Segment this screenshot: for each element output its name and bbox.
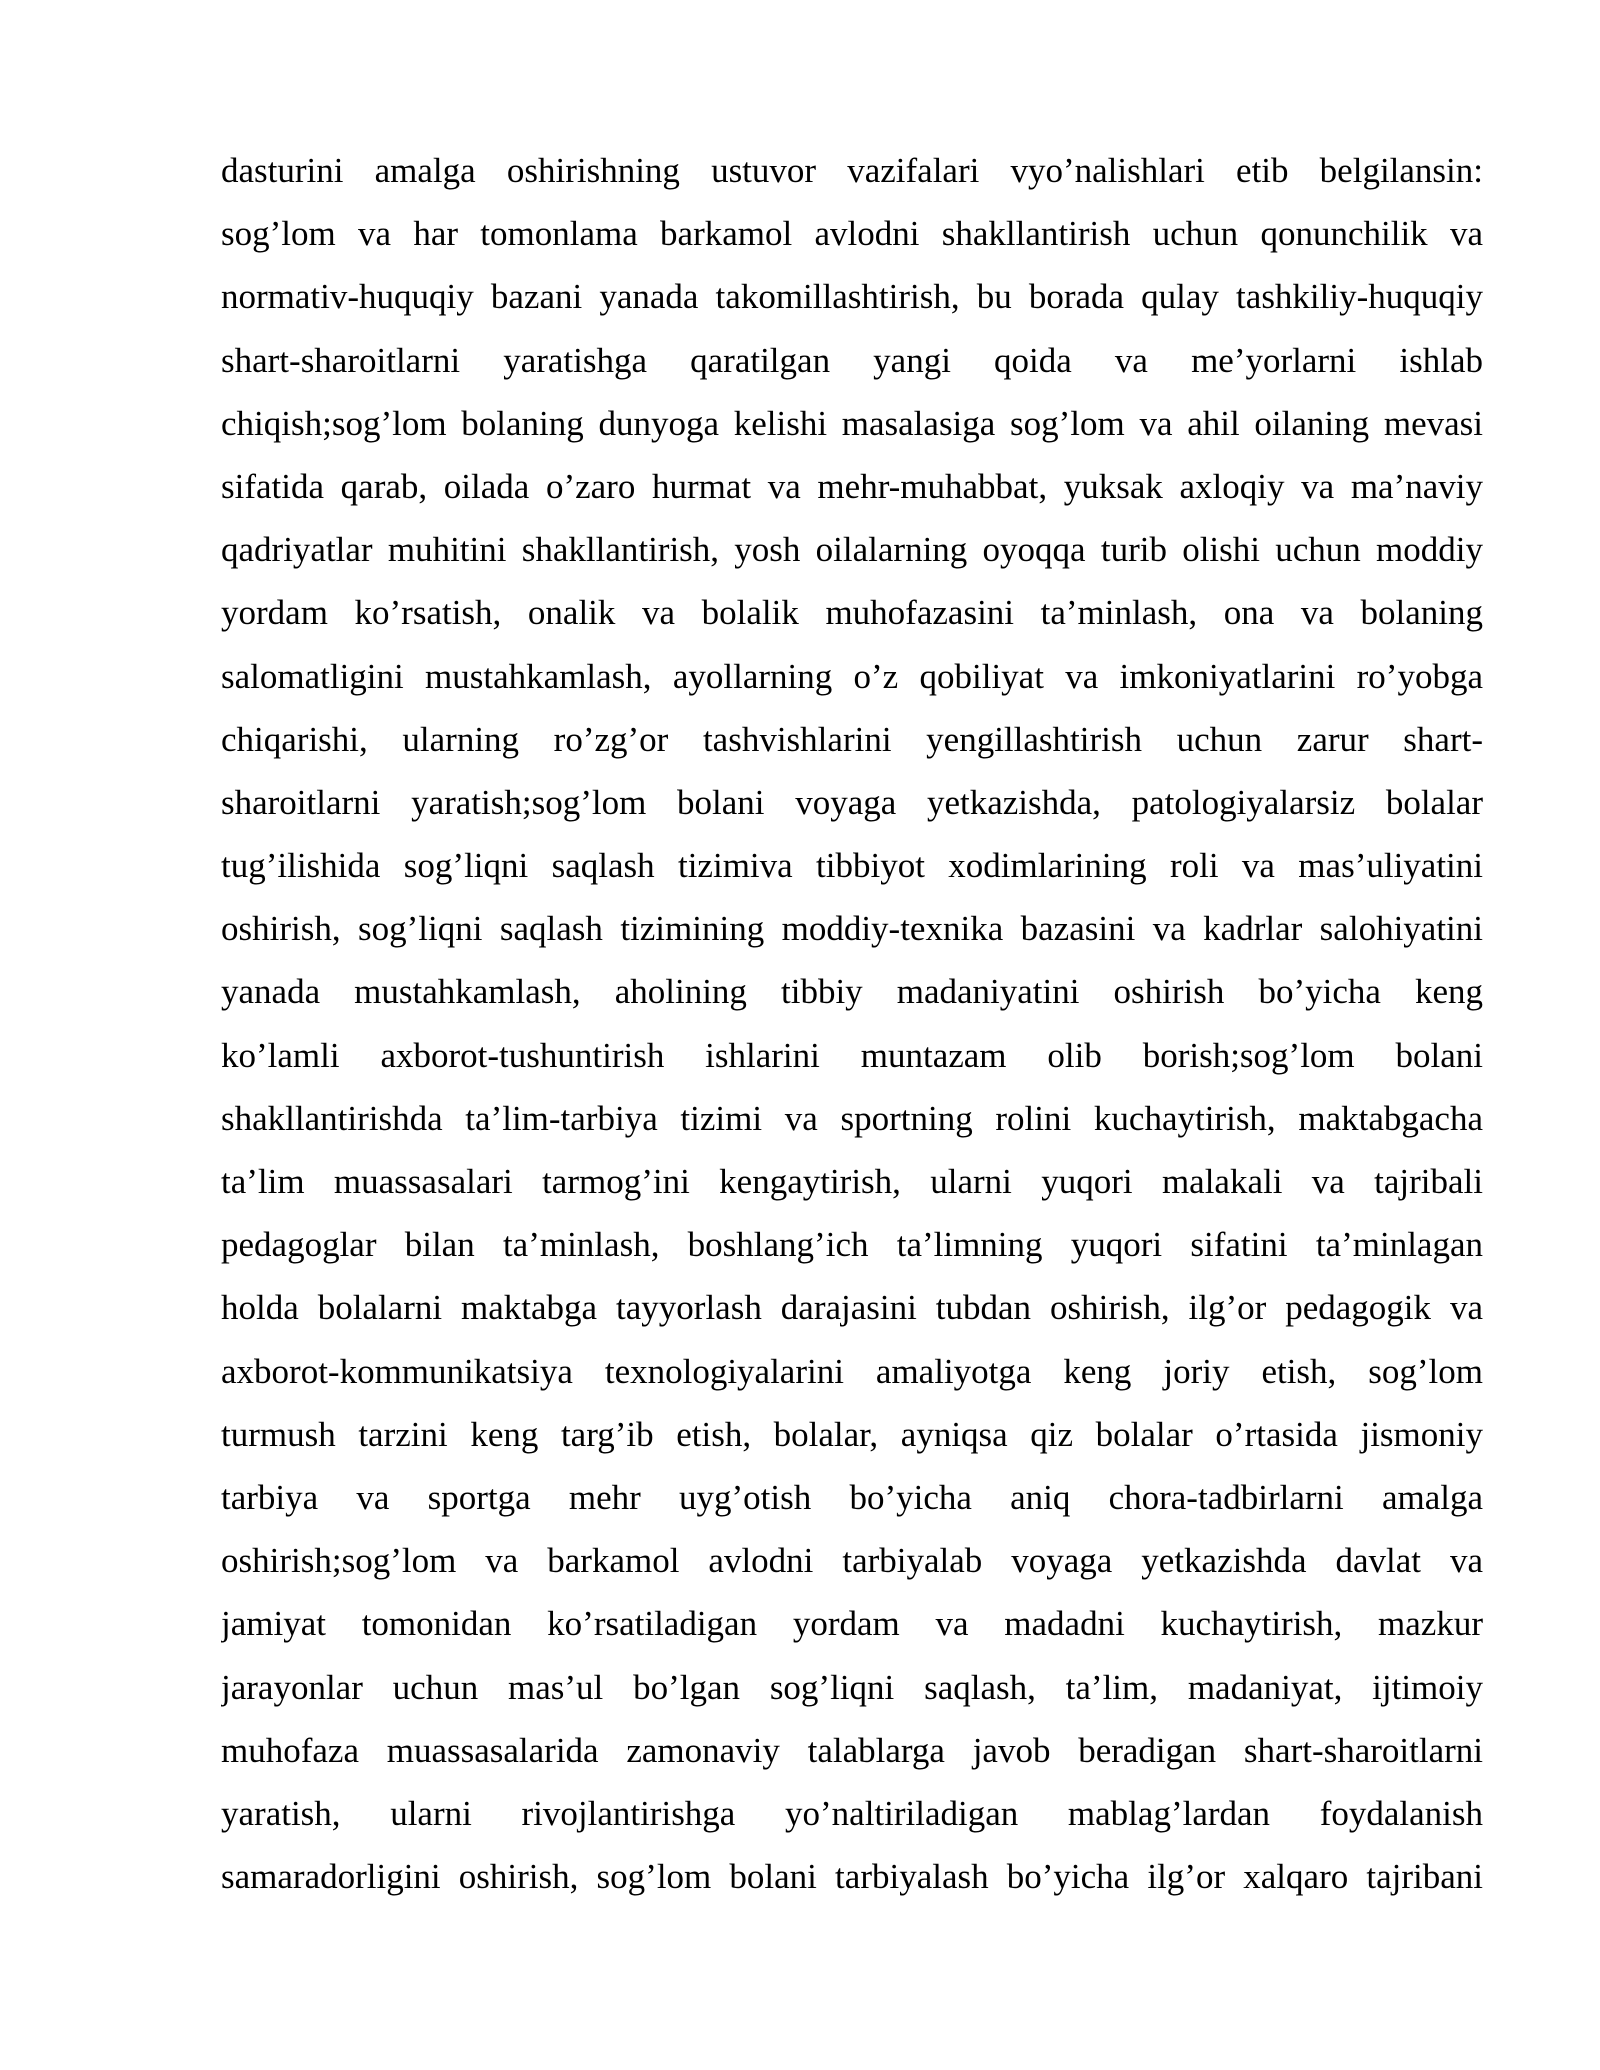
text-line: turmush tarzini keng targ’ib etish, bolalar, ayniqsa qiz bolalar o’rtasida jismoniy (221, 1414, 1483, 1454)
text-line: normativ-huquqiy bazani yanada takomillashtirish, bu borada qulay tashkiliy-huquqiy (221, 277, 1483, 317)
text-line: yanada mustahkamlash, aholining tibbiy madaniyatini oshirish bo’yicha keng (221, 972, 1483, 1012)
text-line: yordam ko’rsatish, onalik va bolalik muhofazasini ta’minlash, ona va bolaning (221, 593, 1483, 633)
text-line: chiqarishi, ularning ro’zg’or tashvishlarini yengillashtirish uchun zarur shart- (221, 719, 1483, 759)
text-line: muhofaza muassasalarida zamonaviy talablarga javob beradigan shart-sharoitlarni (221, 1730, 1483, 1770)
text-line: salomatligini mustahkamlash, ayollarning o’z qobiliyat va imkoniyatlarini ro’yobga (221, 656, 1483, 696)
text-line: chiqish;sog’lom bolaning dunyoga kelishi masalasiga sog’lom va ahil oilaning mevasi (221, 403, 1483, 443)
text-line: dasturini amalga oshirishning ustuvor vazifalari vyo’nalishlari etib belgilansin: (221, 151, 1483, 190)
text-line: ta’lim muassasalari tarmog’ini kengaytirish, ularni yuqori malakali va tajribali (221, 1162, 1483, 1201)
text-line: holda bolalarni maktabga tayyorlash darajasini tubdan oshirish, ilg’or pedagogik va (221, 1288, 1483, 1328)
text-line: yaratish, ularni rivojlantirishga yo’naltiriladigan mablag’lardan foydalanish (221, 1793, 1483, 1833)
text-line: tarbiya va sportga mehr uyg’otish bo’yicha aniq chora-tadbirlarni amalga (221, 1477, 1483, 1517)
text-line: oshirish;sog’lom va barkamol avlodni tarbiyalab voyaga yetkazishda davlat va (221, 1541, 1483, 1581)
text-line: tug’ilishida sog’liqni saqlash tizimiva tibbiyot xodimlarining roli va mas’uliyatini (221, 846, 1483, 886)
text-line: axborot-kommunikatsiya texnologiyalarini amaliyotga keng joriy etish, sog’lom (221, 1351, 1483, 1391)
text-line: sharoitlarni yaratish;sog’lom bolani voyaga yetkazishda, patologiyalarsiz bolalar (221, 782, 1483, 822)
text-line: sog’lom va har tomonlama barkamol avlodni shakllantirish uchun qonunchilik va (221, 214, 1483, 254)
text-line: shart-sharoitlarni yaratishga qaratilgan yangi qoida va me’yorlarni ishlab (221, 340, 1483, 380)
body-paragraph (221, 139, 1483, 1908)
text-line: pedagoglar bilan ta’minlash, boshlang’ich ta’limning yuqori sifatini ta’minlagan (221, 1225, 1483, 1265)
text-line: jarayonlar uchun mas’ul bo’lgan sog’liqni saqlash, ta’lim, madaniyat, ijtimoiy (221, 1667, 1483, 1707)
text-line: oshirish, sog’liqni saqlash tizimining moddiy-texnika bazasini va kadrlar salohiyatini (221, 909, 1483, 949)
text-line: samaradorligini oshirish, sog’lom bolani tarbiyalash bo’yicha ilg’or xalqaro tajribani (221, 1857, 1483, 1897)
text-line: qadriyatlar muhitini shakllantirish, yosh oilalarning oyoqqa turib olishi uchun moddiy (221, 530, 1483, 570)
text-line: sifatida qarab, oilada o’zaro hurmat va mehr-muhabbat, yuksak axloqiy va ma’naviy (221, 466, 1483, 506)
text-line: jamiyat tomonidan ko’rsatiladigan yordam va madadni kuchaytirish, mazkur (221, 1604, 1483, 1644)
text-line: ko’lamli axborot-tushuntirish ishlarini muntazam olib borish;sog’lom bolani (221, 1035, 1483, 1075)
text-line: shakllantirishda ta’lim-tarbiya tizimi va sportning rolini kuchaytirish, maktabgacha (221, 1098, 1483, 1138)
